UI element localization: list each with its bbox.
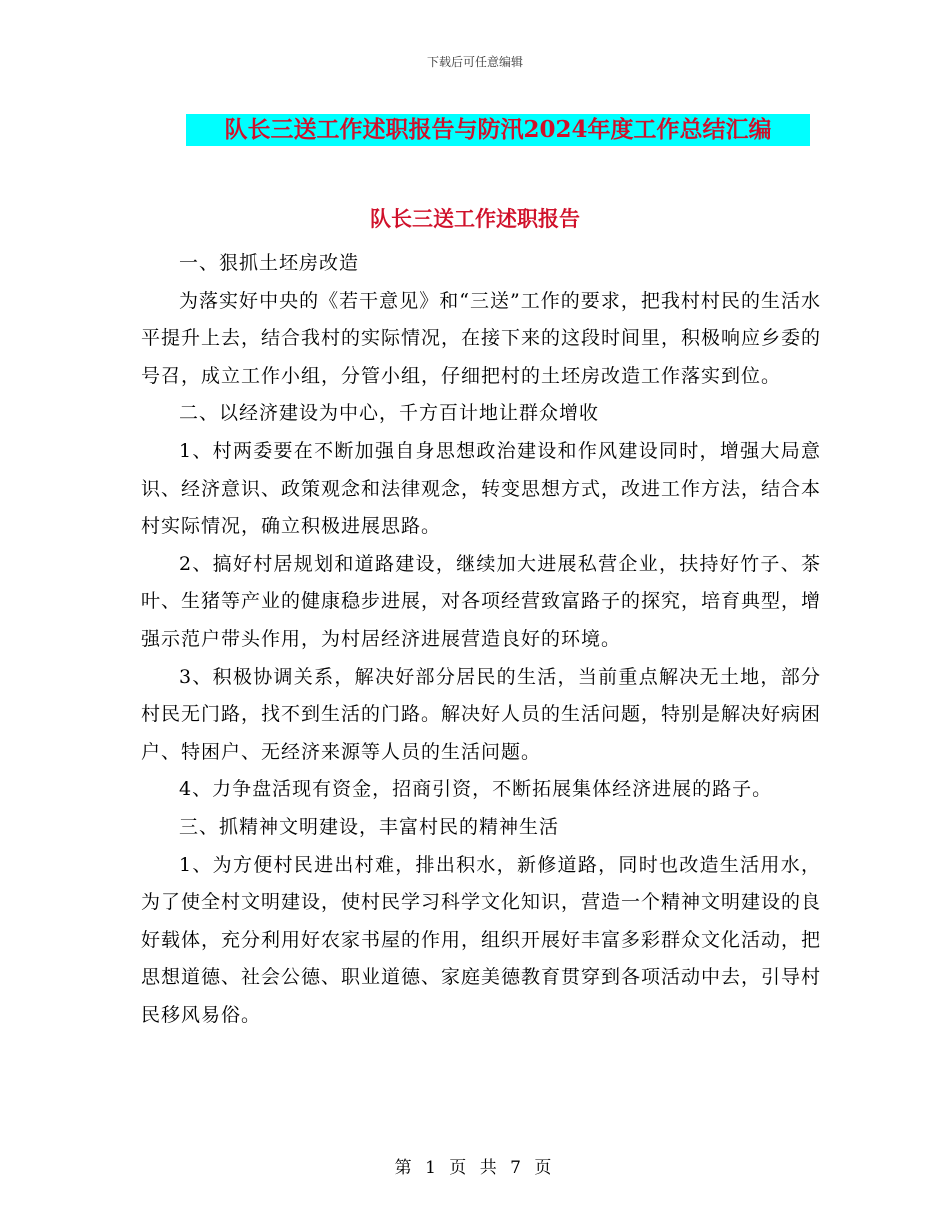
paragraph: 2、搞好村居规划和道路建设，继续加大进展私营企业，扶持好竹子、茶叶、生猪等产业的健康稳步进展，对各项经营致富路子的探究，培育典型，增强示范户带头作用，为村居经济进展营造良好的环境。 bbox=[141, 552, 822, 650]
page-indicator: 第 1 页 共 7 页 bbox=[394, 1158, 556, 1178]
section-heading-3: 三、抓精神文明建设，丰富村民的精神生活 bbox=[179, 815, 560, 838]
header-note: 下载后可任意编辑 bbox=[426, 55, 523, 69]
paragraph: 为落实好中央的《若干意见》和“三送”工作的要求，把我村村民的生活水平提升上去，结合我村的实际情况，在接下来的这段时间里，积极响应乡委的号召，成立工作小组，分管小组，仔细把村的土坯房改造工作落实到位。 bbox=[141, 289, 822, 387]
paragraph: 1、村两委要在不断加强自身思想政治建设和作风建设同时，增强大局意识、经济意识、政策观念和法律观念，转变思想方式，改进工作方法，结合本村实际情况，确立积极进展思路。 bbox=[141, 439, 822, 538]
paragraph: 3、积极协调关系，解决好部分居民的生活，当前重点解决无土地，部分村民无门路，找不到生活的门路。解决好人员的生活问题，特别是解决好病困户、特困户、无经济来源等人员的生活问题。 bbox=[141, 665, 822, 763]
section-heading-2: 二、以经济建设为中心，千方百计地让群众增收 bbox=[179, 402, 600, 425]
section-heading-1: 一、狠抓土坯房改造 bbox=[179, 252, 360, 274]
paragraph: 4、力争盘活现有资金，招商引资，不断拓展集体经济进展的路子。 bbox=[179, 778, 773, 801]
main-title: 队长三送工作述职报告与防汛2024年度工作总结汇编 bbox=[224, 116, 772, 143]
section-title: 队长三送工作述职报告 bbox=[370, 206, 580, 231]
main-title-highlight bbox=[186, 114, 810, 146]
document-body bbox=[141, 245, 821, 1034]
paragraph: 1、为方便村民进出村难，排出积水，新修道路，同时也改造生活用水，为了使全村文明建设，使村民学习科学文化知识，营造一个精神文明建设的良好载体，充分利用好农家书屋的作用，组织开展好丰富多彩群众文化活动，把思想道德、社会公德、职业道德、家庭美德教育贯穿到各项活动中去，引导村民移风易俗。 bbox=[141, 853, 822, 1026]
